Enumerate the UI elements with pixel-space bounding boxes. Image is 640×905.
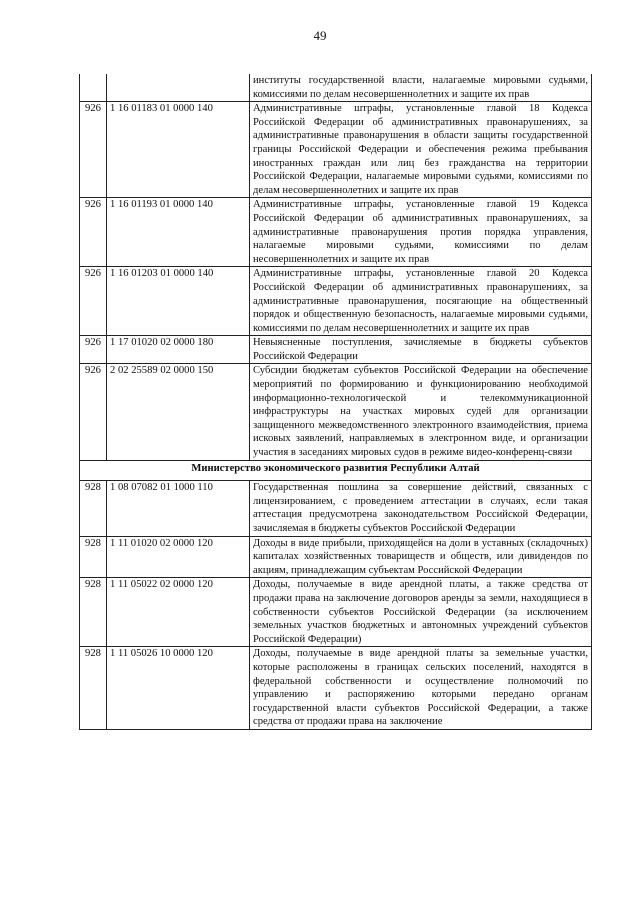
table-row [80, 74, 592, 102]
revenue-name-cell: Административные штрафы, установленные главой 20 Кодекса Российской Федерации об административных правонарушениях, за административные правонарушения, посягающие на общественный порядок и общественную безопасность, налагаемые мировыми судьями, комиссиями по делам несовершеннолетних и защите их прав [250, 267, 592, 336]
table-row [80, 481, 592, 536]
table-row [80, 198, 592, 267]
admin-code-cell: 926 [80, 198, 107, 267]
page-number: 49 [313, 28, 327, 43]
revenue-code-cell: 1 11 05022 02 0000 120 [107, 578, 250, 647]
revenue-name-cell: Административные штрафы, установленные главой 18 Кодекса Российской Федерации об административных правонарушениях, за административные правонарушения в области защиты государственной границы Российской Федерации и обеспечения режима пребывания иностранных граждан или лиц без гражданства на территории Российской Федерации, налагаемые мировыми судьями, комиссиями по делам несовершеннолетних и защите их прав [250, 102, 592, 198]
revenue-code-cell: 2 02 25589 02 0000 150 [107, 364, 250, 460]
admin-code-cell: 926 [80, 267, 107, 336]
revenue-name-cell: Доходы, получаемые в виде арендной платы за земельные участки, которые расположены в границах сельских поселений, находятся в федеральной собственности и осуществление полномочий по управлению и распоряжению которыми передано органам государственной власти субъектов Российской Федерации, а также средства от продажи права на заключение [250, 647, 592, 730]
table-row [80, 267, 592, 336]
revenue-code-cell [107, 74, 250, 102]
section-heading-row [80, 460, 592, 481]
revenue-code-cell: 1 08 07082 01 1000 110 [107, 481, 250, 536]
revenue-name-cell: Доходы, получаемые в виде арендной платы, а также средства от продажи права на заключение договоров аренды за земли, находящиеся в собственности субъектов Российской Федерации (за исключением земельных участков бюджетных и автономных учреждений субъектов Российской Федерации) [250, 578, 592, 647]
admin-code-cell: 926 [80, 102, 107, 198]
section-title: Министерство экономического развития Республики Алтай [80, 460, 592, 481]
table-row [80, 336, 592, 364]
revenue-code-cell: 1 16 01193 01 0000 140 [107, 198, 250, 267]
admin-code-cell: 928 [80, 578, 107, 647]
revenue-code-cell: 1 16 01203 01 0000 140 [107, 267, 250, 336]
revenue-codes-table [79, 74, 592, 730]
table-row [80, 102, 592, 198]
admin-code-cell: 926 [80, 364, 107, 460]
revenue-code-cell: 1 11 01020 02 0000 120 [107, 536, 250, 578]
admin-code-cell: 928 [80, 481, 107, 536]
admin-code-cell: 928 [80, 647, 107, 730]
revenue-code-cell: 1 17 01020 02 0000 180 [107, 336, 250, 364]
table-row [80, 536, 592, 578]
revenue-name-cell: Административные штрафы, установленные главой 19 Кодекса Российской Федерации об административных правонарушениях, за административные правонарушения против порядка управления, налагаемые мировыми судьями, комиссиями по делам несовершеннолетних и защите их прав [250, 198, 592, 267]
revenue-code-cell: 1 11 05026 10 0000 120 [107, 647, 250, 730]
admin-code-cell: 926 [80, 336, 107, 364]
table-row [80, 647, 592, 730]
revenue-name-cell: Невыясненные поступления, зачисляемые в бюджеты субъектов Российской Федерации [250, 336, 592, 364]
revenue-name-cell: Субсидии бюджетам субъектов Российской Федерации на обеспечение мероприятий по формированию и функционированию необходимой информационно-технологической и телекоммуникационной инфраструктуры на участках мировых судей для организации защищенного межведомственного электронного взаимодействия, приема исковых заявлений, направляемых в электронном виде, и организации участия в заседаниях мировых судов в режиме видео-конференц-связи [250, 364, 592, 460]
table-row [80, 578, 592, 647]
admin-code-cell [80, 74, 107, 102]
revenue-name-cell: Доходы в виде прибыли, приходящейся на доли в уставных (складочных) капиталах хозяйственных товариществ и обществ, или дивидендов по акциям, принадлежащим субъектам Российской Федерации [250, 536, 592, 578]
admin-code-cell: 928 [80, 536, 107, 578]
revenue-name-cell: Государственная пошлина за совершение действий, связанных с лицензированием, с проведением аттестации в случаях, если такая аттестация предусмотрена законодательством Российской Федерации, зачисляемая в бюджеты субъектов Российской Федерации [250, 481, 592, 536]
table-row [80, 364, 592, 460]
revenue-code-cell: 1 16 01183 01 0000 140 [107, 102, 250, 198]
revenue-name-cell: институты государственной власти, налагаемые мировыми судьями, комиссиями по делам несовершеннолетних и защите их прав [250, 74, 592, 102]
